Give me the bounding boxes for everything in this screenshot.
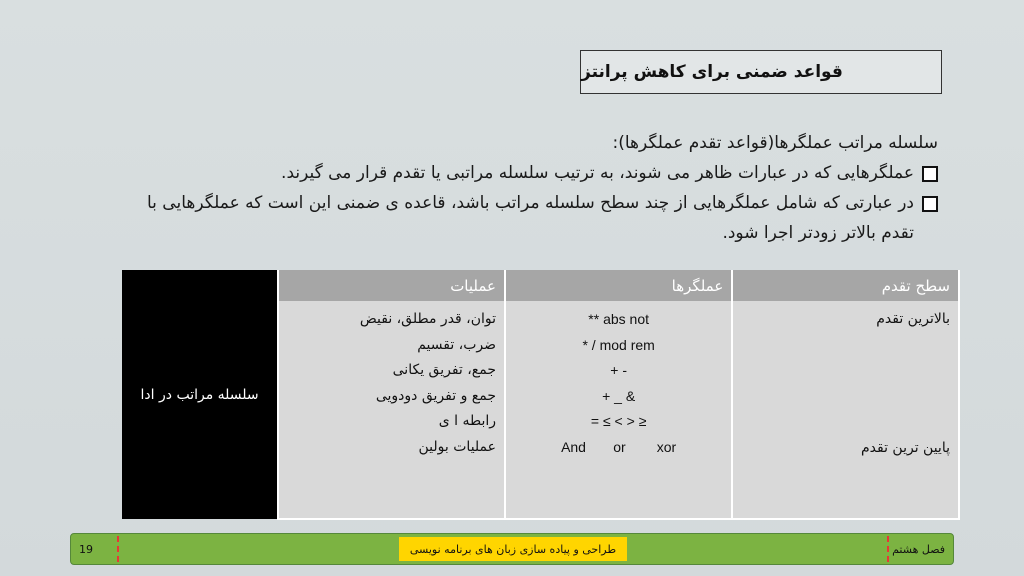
operation-row: توان، قدر مطلق، نقیض [359,311,496,327]
highest-precedence: بالاترین تقدم [876,311,950,327]
slide-content [120,128,938,248]
checkbox-bullet-icon [922,196,938,212]
precedence-table [122,270,960,520]
side-label: سلسله مراتب در ادا [122,270,278,519]
operator-row: = ≤ < > ≥ [590,413,647,429]
table-header-row [122,270,959,301]
slide-title: قواعد ضمنی برای کاهش پرانتز [580,50,942,94]
chapter-label: فصل هشتم [892,543,945,556]
header-operators: عملگرها [505,270,732,301]
checkbox-bullet-icon [922,166,938,182]
operation-row: عملیات بولین [418,438,496,455]
lowest-precedence: پایین ترین تقدم [860,440,950,456]
precedence-cell [732,301,959,519]
operation-row: ضرب، تقسیم [417,336,496,353]
operator-row: * / mod rem [582,336,655,353]
page-number: 19 [79,543,93,556]
operation-row: جمع، تفریق یکانی [392,362,496,378]
divider [887,536,889,562]
operator-row: ** abs not [588,311,649,327]
bullet-text: در عبارتی که شامل عملگرهایی از چند سطح سلسله مراتب باشد، قاعده ی ضمنی این است که عملگرهایی با تقدم بالاتر زودتر اجرا شود. [146,193,914,243]
header-operations: عملیات [278,270,505,301]
operators-cell [505,301,732,519]
operation-row: جمع و تفریق دودویی [375,387,496,404]
course-title-badge: طراحی و پیاده سازی زبان های برنامه نویسی [399,537,627,561]
operator-row: + _ & [602,387,636,404]
content-heading: سلسله مراتب عملگرها(قواعد تقدم عملگرها): [612,133,938,153]
bullet-item [120,188,938,248]
operator-row: And or xor [561,438,677,455]
bullet-item [120,158,938,188]
operations-cell [278,301,505,519]
bullet-text: عملگرهایی که در عبارات ظاهر می شوند، به ترتیب سلسله مراتبی یا تقدم قرار می گیرند. [281,163,914,183]
operator-row: + - [610,362,628,378]
divider [117,536,119,562]
header-precedence: سطح تقدم [732,270,959,301]
slide-footer [70,533,954,565]
operation-row: رابطه ا ی [438,413,496,429]
